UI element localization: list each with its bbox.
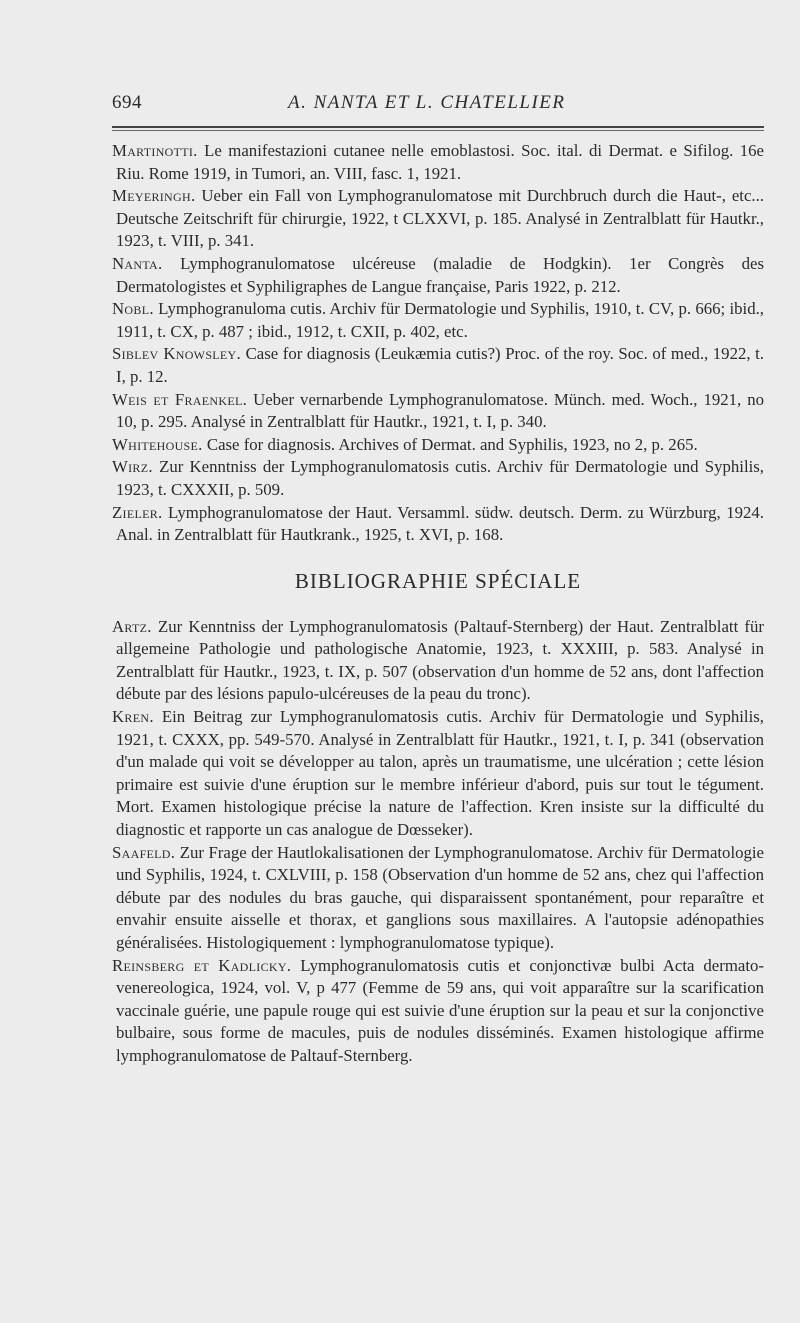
- page-number: 694: [112, 92, 142, 113]
- page-content: [112, 140, 764, 1068]
- entry-text: Zur Kenntniss der Lymphogranulomatosis (Paltauf-Sternberg) der Haut. Zentralblatt für allgemeine Pathologie und pathologische Anatomie, 1923, t. XXXIII, p. 583. Analysé in Zentralblatt für Hautkr., 1923, t. IX, p. 507 (observation d'un homme de 52 ans, dont l'affection débute par des lésions papulo-ulcéreuses de la peau du tronc).: [116, 616, 764, 704]
- bibliography-entry: [112, 955, 764, 1068]
- entry-author: Nobl.: [112, 299, 154, 319]
- bibliography-entry: [112, 298, 764, 343]
- entry-text: Lymphogranulomatose ulcéreuse (maladie de Hodgkin). 1er Congrès des Dermatologistes et Syphiligraphes de Langue française, Paris 1922, p. 212.: [116, 253, 764, 296]
- header-rule-thin: [112, 130, 764, 131]
- page-header: [112, 84, 764, 118]
- entry-text: Le manifestazioni cutanee nelle emoblastosi. Soc. ital. di Dermat. e Sifilog. 16e Riu. Rome 1919, in Tumori, an. VIII, fasc. 1, 1921.: [116, 141, 764, 183]
- entry-text: Ein Beitrag zur Lymphogranulomatosis cutis. Archiv für Dermatologie und Syphilis, 1921, t. CXXX, pp. 549-570. Analysé in Zentralblatt für Hautkr., 1921, t. I, p. 341 (observation d'un malade qui voit se développer au talon, après un traumatisme, une ulcération ; cette lésion primaire est suivie d'une éruption sur le membre inférieur d'abord, puis sur tout le tégument. Mort. Examen histologique précise la nature de l'affection. Kren insiste sur la difficulté du diagnostic et rapporte un cas analogue de Dœsseker).: [116, 707, 764, 840]
- entry-text: Lymphogranulomatose der Haut. Versamml. südw. deutsch. Derm. zu Würzburg, 1924. Anal. in Zentralblatt für Hautkrank., 1925, t. XVI, p. 168.: [116, 502, 764, 545]
- entry-text: Ueber vernarbende Lymphogranulomatose. Münch. med. Woch., 1921, no 10, p. 295. Analysé in Zentralblatt für Hautkr., 1921, t. I, p. 340.: [116, 389, 764, 432]
- entry-author: Meyeringh.: [112, 186, 196, 206]
- bibliography-entry: [112, 253, 764, 298]
- entry-text: Ueber ein Fall von Lymphogranulomatose mit Durchbruch durch die Haut-, etc... Deutsche Zeitschrift für chirurgie, 1922, t CLXXVI, p. 185. Analysé in Zentralblatt für Hautkr., 1923, t. VIII, p. 341.: [116, 186, 764, 251]
- bibliography-entry: [112, 706, 764, 842]
- entry-author: Artz.: [112, 616, 152, 636]
- special-bibliography: [112, 616, 764, 1068]
- bibliography-entry: [112, 842, 764, 955]
- entry-text: Lymphogranulomatosis cutis et conjonctivæ bulbi Acta dermato-venereologica, 1924, vol. V, p 477 (Femme de 59 ans, qui voit apparaître sur la scarification vaccinale guérie, une papule rouge qui est suivie d'une éruption sur la peau et sur la conjonctive bulbaire, sous forme de macules, puis de nodules disséminés. Examen histologique affirme lymphogranulomatose de Paltauf-Sternberg.: [116, 955, 764, 1065]
- entry-author: Whitehouse.: [112, 434, 203, 454]
- entry-text: Zur Kenntniss der Lymphogranulomatosis cutis. Archiv für Dermatologie und Syphilis, 1923, t. CXXXII, p. 509.: [116, 457, 764, 499]
- entry-author: Wirz.: [112, 457, 153, 477]
- bibliography-entry: [112, 140, 764, 185]
- general-bibliography: [112, 140, 764, 547]
- running-head: A. NANTA ET L. CHATELLIER: [288, 92, 566, 113]
- bibliography-entry: [112, 343, 764, 388]
- bibliography-entry: [112, 502, 764, 547]
- bibliography-entry: [112, 434, 764, 457]
- entry-author: Reinsberg et Kadlicky.: [112, 955, 292, 975]
- entry-author: Zieler.: [112, 502, 163, 522]
- bibliography-entry: [112, 389, 764, 434]
- entry-author: Saafeld.: [112, 842, 176, 862]
- entry-author: Siblev Knowsley.: [112, 344, 242, 364]
- bibliography-entry: [112, 616, 764, 706]
- bibliography-entry: [112, 185, 764, 253]
- entry-text: Case for diagnosis (Leukæmia cutis?) Proc. of the roy. Soc. of med., 1922, t. I, p. 12.: [116, 344, 764, 386]
- entry-text: Lymphogranuloma cutis. Archiv für Dermatologie und Syphilis, 1910, t. CV, p. 666; ibid., 1911, t. CX, p. 487 ; ibid., 1912, t. CXII, p. 402, etc.: [116, 299, 764, 341]
- entry-text: Case for diagnosis. Archives of Dermat. and Syphilis, 1923, no 2, p. 265.: [206, 434, 698, 454]
- entry-author: Kren.: [112, 707, 154, 727]
- entry-author: Martinotti.: [112, 141, 198, 160]
- bibliography-entry: [112, 456, 764, 501]
- section-title: BIBLIOGRAPHIE SPÉCIALE: [294, 568, 582, 593]
- header-rule: [112, 126, 764, 128]
- entry-author: Weis et Fraenkel.: [112, 389, 248, 409]
- entry-author: Nanta.: [112, 253, 163, 273]
- entry-text: Zur Frage der Hautlokalisationen der Lymphogranulomatose. Archiv für Dermatologie und Syphilis, 1924, t. CXLVIII, p. 158 (Observation d'un homme de 52 ans, chez qui l'affection débute par des nodules du bras gauche, qui disparaissent spontanément, pour reparaître et envahir ensuite aisselle et thorax, et ganglions sous maxillaires. A l'autopsie adénopathies généralisées. Histologiquement : lymphogranulomatose typique).: [116, 842, 764, 952]
